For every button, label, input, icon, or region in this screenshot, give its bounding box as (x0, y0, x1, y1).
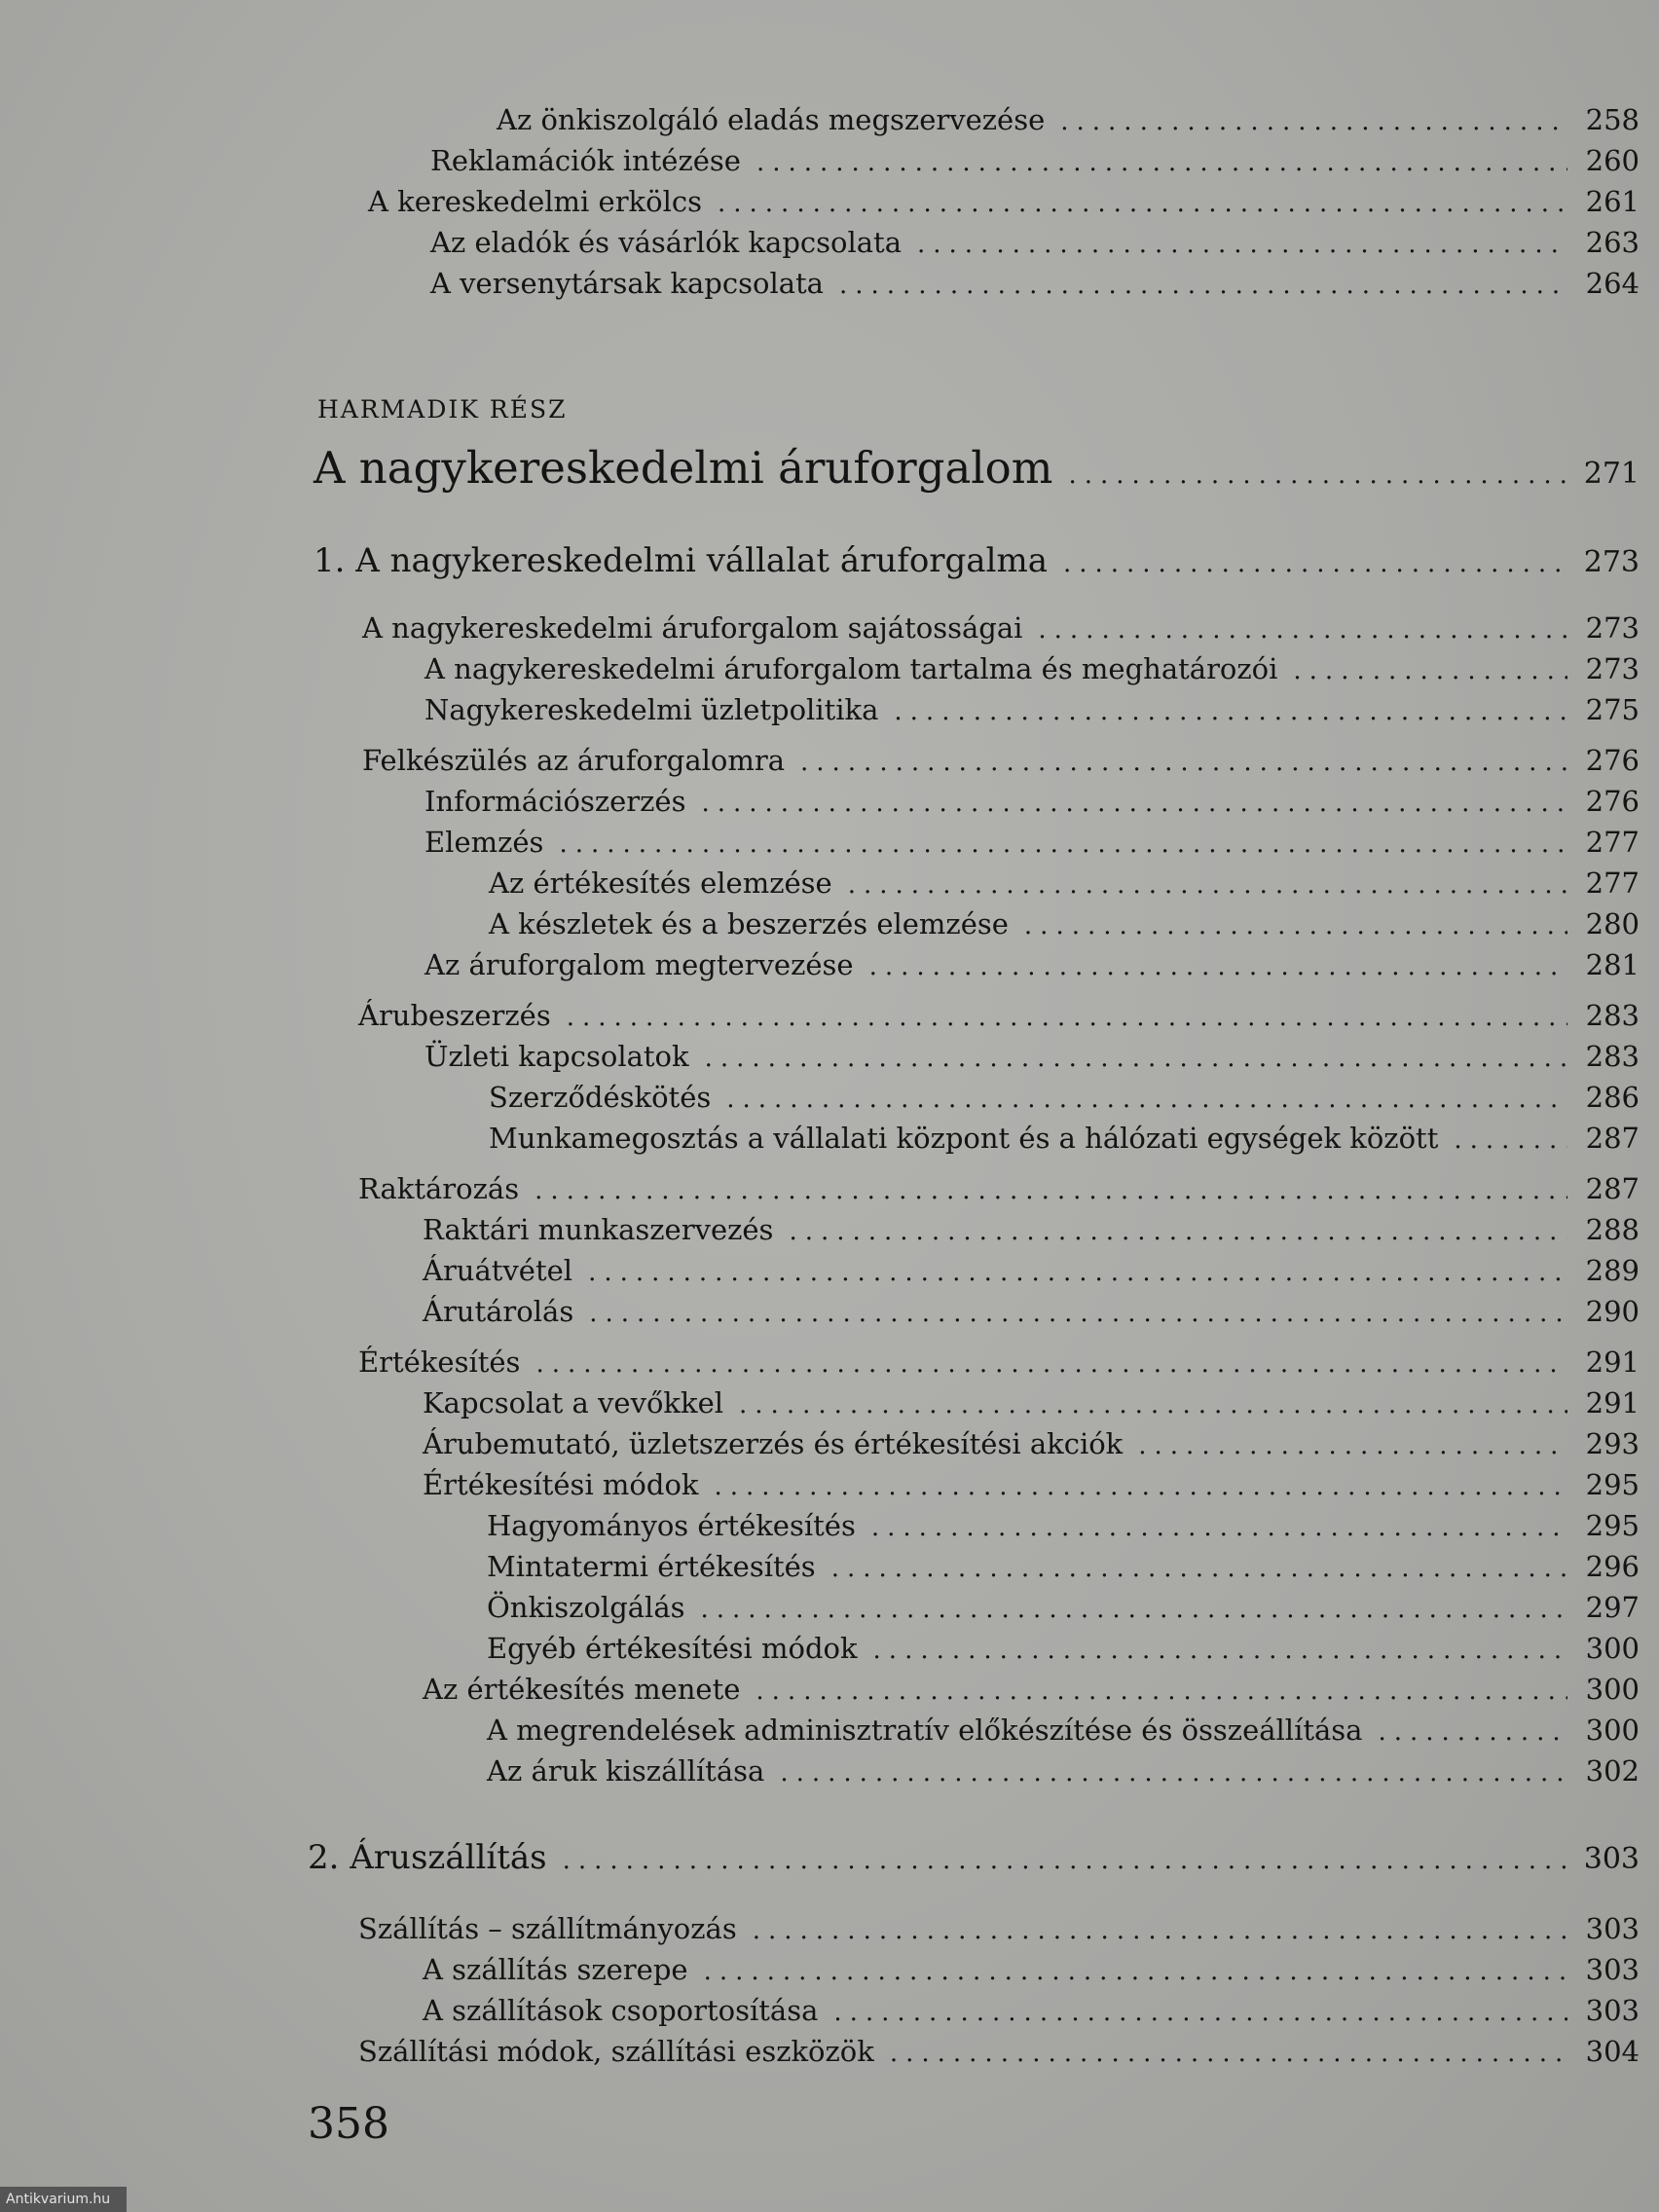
toc-entry-title: Az eladók és vásárlók kapcsolata (430, 226, 902, 259)
toc-entry-title: A versenytársak kapcsolata (430, 267, 824, 300)
toc-entry-title: Az értékesítés menete (423, 1673, 741, 1706)
toc-entry-title: Értékesítés (358, 1346, 521, 1379)
toc-entry (358, 1346, 1640, 1384)
toc-entry-page: 287 (1585, 1172, 1640, 1205)
toc-entry-page: 276 (1585, 744, 1640, 777)
dot-leader (871, 1513, 1567, 1542)
chapter-title: 2. Áruszállítás (308, 1838, 547, 1877)
dot-leader (753, 1916, 1567, 1945)
toc-entry-page: 289 (1585, 1254, 1640, 1287)
dot-leader (567, 1003, 1567, 1032)
toc-entry-page: 303 (1585, 1912, 1640, 1945)
dot-leader (1063, 549, 1567, 578)
toc-entry-page: 280 (1585, 907, 1640, 940)
toc-entry (430, 144, 1640, 183)
toc-entry (423, 1953, 1640, 1992)
toc-entry-page: 291 (1585, 1346, 1640, 1379)
toc-entry-title: Információszerzés (424, 785, 686, 818)
toc-entry-page: 276 (1585, 785, 1640, 818)
toc-entry-title: Mintatermi értékesítés (487, 1550, 816, 1583)
toc-entry (424, 1040, 1640, 1079)
dot-leader (588, 1258, 1567, 1287)
toc-entry-page: 300 (1585, 1673, 1640, 1706)
toc-entry-title: Árubeszerzés (358, 999, 551, 1032)
toc-entry-page: 296 (1585, 1550, 1640, 1583)
toc-entry-page: 264 (1585, 267, 1640, 300)
dot-leader (848, 870, 1567, 900)
toc-entry-title: A szállítás szerepe (423, 1953, 688, 1986)
toc-entry-page: 277 (1585, 826, 1640, 859)
toc-entry (489, 907, 1640, 946)
dot-leader (705, 1044, 1567, 1073)
page-number: 358 (308, 2099, 389, 2149)
dot-leader (563, 1846, 1567, 1875)
toc-entry (487, 1754, 1640, 1793)
toc-entry-page: 261 (1585, 185, 1640, 218)
toc-entry-page: 300 (1585, 1714, 1640, 1747)
part-page: 271 (1583, 457, 1640, 491)
toc-entry-page: 263 (1585, 226, 1640, 259)
toc-entry-title: A szállítások csoportosítása (423, 1994, 819, 2027)
dot-leader (559, 830, 1567, 859)
dot-leader (873, 1636, 1567, 1665)
dot-leader (756, 148, 1567, 177)
toc-entry-page: 303 (1585, 1994, 1640, 2027)
toc-entry-page: 288 (1585, 1213, 1640, 1246)
dot-leader (789, 1217, 1567, 1246)
toc-entry-page: 300 (1585, 1632, 1640, 1665)
dot-leader (894, 697, 1567, 726)
toc-entry (487, 1591, 1640, 1630)
toc-entry (358, 999, 1640, 1038)
toc-entry-page: 286 (1585, 1081, 1640, 1114)
watermark: Antikvarium.hu (0, 2187, 127, 2212)
toc-entry (423, 1427, 1640, 1466)
dot-leader (917, 230, 1567, 259)
toc-entry (368, 185, 1640, 224)
dot-leader (756, 1677, 1567, 1706)
toc-entry-title: Szerződéskötés (489, 1081, 712, 1114)
toc-entry-title: Üzleti kapcsolatok (424, 1040, 689, 1073)
dot-leader (589, 1299, 1567, 1328)
toc-entry (424, 785, 1640, 824)
dot-leader (701, 789, 1567, 818)
toc-entry-title: Értékesítési módok (423, 1468, 699, 1501)
toc-entry-page: 290 (1585, 1295, 1640, 1328)
toc-entry-title: A kereskedelmi erkölcs (368, 185, 702, 218)
toc-entry-page: 293 (1585, 1427, 1640, 1460)
toc-entry-page: 283 (1585, 999, 1640, 1032)
toc-entry (423, 1673, 1640, 1712)
toc-entry-page: 260 (1585, 144, 1640, 177)
dot-leader (535, 1349, 1567, 1379)
toc-entry-title: Kapcsolat a vevőkkel (423, 1386, 724, 1419)
toc-entry-title: Reklamációk intézése (430, 144, 741, 177)
toc-entry (423, 1386, 1640, 1425)
toc-entry (362, 744, 1640, 783)
dot-leader (718, 189, 1567, 218)
toc-entry-page: 273 (1585, 652, 1640, 685)
chapter-page: 273 (1583, 545, 1640, 579)
toc-entry-page: 281 (1585, 948, 1640, 981)
toc-entry-title: Árubemutató, üzletszerzés és értékesítési akciók (423, 1427, 1124, 1460)
dot-leader (1293, 656, 1567, 685)
toc-entry (423, 1295, 1640, 1334)
toc-entry-page: 302 (1585, 1754, 1640, 1788)
dot-leader (869, 952, 1567, 981)
dot-leader (704, 1957, 1567, 1986)
toc-entry (430, 267, 1640, 306)
toc-entry-title: Az önkiszolgáló eladás megszervezése (497, 103, 1046, 136)
chapter-title: 1. A nagykereskedelmi vállalat áruforgalma (313, 541, 1048, 580)
chapter-page: 303 (1583, 1842, 1640, 1876)
toc-entry (423, 1994, 1640, 2033)
toc-entry-title: A nagykereskedelmi áruforgalom tartalma és meghatározói (424, 652, 1278, 685)
toc-entry (430, 226, 1640, 265)
part-title-entry (313, 442, 1640, 498)
toc-entry-page: 277 (1585, 866, 1640, 900)
toc-entry (423, 1254, 1640, 1293)
toc-entry-title: Raktári munkaszervezés (423, 1213, 774, 1246)
toc-entry-page: 291 (1585, 1386, 1640, 1419)
toc-entry (358, 1172, 1640, 1211)
dot-leader (833, 1998, 1567, 2027)
toc-entry-page: 283 (1585, 1040, 1640, 1073)
toc-entry-title: Egyéb értékesítési módok (487, 1632, 858, 1665)
toc-entry-title: Árutárolás (423, 1295, 574, 1328)
toc-entry (489, 1122, 1640, 1161)
toc-entry-title: Áruátvétel (423, 1254, 573, 1287)
chapter-entry (313, 541, 1640, 586)
toc-entry (424, 652, 1640, 691)
toc-entry (487, 1714, 1640, 1752)
toc-entry-title: Elemzés (424, 826, 544, 859)
toc-entry (489, 1081, 1640, 1120)
dot-leader (839, 271, 1567, 300)
toc-entry-title: Felkészülés az áruforgalomra (362, 744, 785, 777)
dot-leader (800, 748, 1567, 777)
dot-leader (1068, 461, 1566, 490)
toc-entry-page: 287 (1585, 1122, 1640, 1155)
toc-entry-title: A nagykereskedelmi áruforgalom sajátosságai (362, 611, 1023, 645)
dot-leader (1378, 1717, 1567, 1747)
dot-leader (831, 1554, 1567, 1583)
toc-entry-page: 258 (1585, 103, 1640, 136)
toc-entry (487, 1509, 1640, 1548)
toc-entry-page: 295 (1585, 1468, 1640, 1501)
dot-leader (726, 1085, 1567, 1114)
toc-entry-title: Raktározás (358, 1172, 520, 1205)
toc-entry-page: 297 (1585, 1591, 1640, 1624)
toc-entry-title: Szállítási módok, szállítási eszközök (358, 2035, 874, 2068)
chapter-entry (308, 1838, 1640, 1883)
part-label: HARMADIK RÉSZ (317, 395, 568, 424)
dot-leader (715, 1472, 1568, 1501)
toc-entry (358, 2035, 1640, 2074)
toc-entry (487, 1632, 1640, 1671)
dot-leader (1060, 107, 1567, 136)
toc-entry-page: 303 (1585, 1953, 1640, 1986)
toc-entry (497, 103, 1640, 142)
toc-entry-title: Munkamegosztás a vállalati központ és a hálózati egységek között (489, 1122, 1439, 1155)
toc-entry-title: Az értékesítés elemzése (489, 866, 832, 900)
toc-entry (424, 693, 1640, 732)
toc-entry (423, 1213, 1640, 1252)
toc-entry (424, 948, 1640, 987)
toc-entry (362, 611, 1640, 650)
toc-entry-title: Önkiszolgálás (487, 1591, 685, 1624)
toc-entry (487, 1550, 1640, 1589)
toc-entry-title: Az áruk kiszállítása (487, 1754, 765, 1788)
toc-entry (489, 866, 1640, 905)
toc-entry-page: 273 (1585, 611, 1640, 645)
dot-leader (1024, 911, 1567, 940)
dot-leader (780, 1758, 1567, 1788)
dot-leader (890, 2039, 1567, 2068)
toc-entry (358, 1912, 1640, 1951)
dot-leader (535, 1176, 1567, 1205)
dot-leader (1138, 1431, 1567, 1460)
toc-entry-title: A megrendelések adminisztratív előkészítése és összeállítása (487, 1714, 1363, 1747)
dot-leader (1038, 615, 1567, 645)
toc-entry-title: Nagykereskedelmi üzletpolitika (424, 693, 879, 726)
dot-leader (1454, 1125, 1567, 1155)
toc-entry-page: 275 (1585, 693, 1640, 726)
toc-entry-title: A készletek és a beszerzés elemzése (489, 907, 1009, 940)
dot-leader (701, 1595, 1568, 1624)
part-title: A nagykereskedelmi áruforgalom (313, 442, 1053, 494)
toc-entry (423, 1468, 1640, 1507)
toc-entry-title: Hagyományos értékesítés (487, 1509, 856, 1542)
dot-leader (739, 1390, 1567, 1419)
toc-entry (424, 826, 1640, 865)
toc-entry-title: Az áruforgalom megtervezése (424, 948, 854, 981)
toc-entry-title: Szállítás – szállítmányozás (358, 1912, 737, 1945)
toc-entry-page: 295 (1585, 1509, 1640, 1542)
toc-entry-page: 304 (1585, 2035, 1640, 2068)
